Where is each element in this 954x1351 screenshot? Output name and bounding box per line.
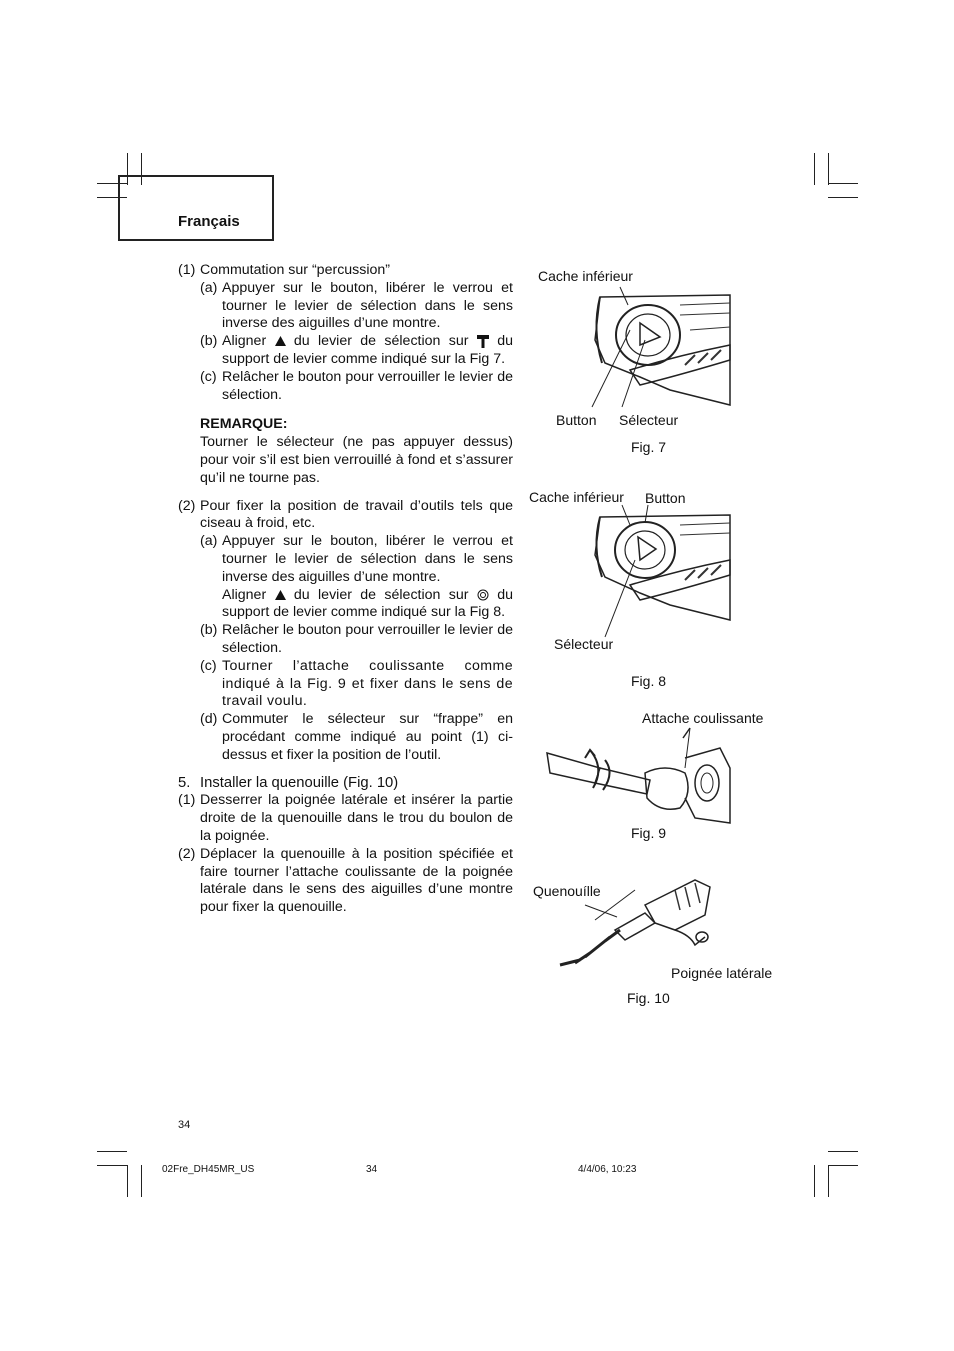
section-1-step-c: (c) Relâcher le bouton pour verrouiller le levier de sélection. <box>200 368 513 403</box>
section-2-step-d: (d) Commuter le sélecteur sur “frappe” en procédant comme indiqué au point (1) ci-dessus et fixer la position de l’outil. <box>200 711 513 763</box>
crop-mark <box>141 1165 142 1197</box>
fig9-drawing <box>545 728 730 823</box>
crop-mark <box>97 1165 127 1166</box>
language-label: Français <box>178 213 240 230</box>
fig7-label-button: Button <box>556 412 597 428</box>
crop-mark <box>97 1151 127 1152</box>
crop-mark <box>828 197 858 198</box>
crop-mark <box>814 153 815 185</box>
crop-mark <box>828 1151 858 1152</box>
crop-mark <box>828 153 829 185</box>
page-number: 34 <box>178 1119 191 1131</box>
section-2-step-b: (b) Relâcher le bouton pour verrouiller le levier de sélection. <box>200 622 513 656</box>
fig7-label-cache: Cache inférieur <box>538 268 633 284</box>
section-2-step-c: (c) Tourner l’attache coulissante comme indiqué à la Fig. 9 et fixer dans le sens de travail voulu. <box>200 657 513 710</box>
fig10-label-poignee: Poignée latérale <box>671 965 773 981</box>
fig7-label-selector: Sélecteur <box>619 412 679 428</box>
fig8-caption: Fig. 8 <box>631 673 667 689</box>
language-tab <box>118 175 274 241</box>
crop-mark <box>828 1165 858 1166</box>
fig8-label-selector: Sélecteur <box>554 636 614 652</box>
slug-page: 34 <box>366 1164 378 1175</box>
fig8-label-button: Button <box>645 490 686 506</box>
fig7-drawing <box>530 285 730 415</box>
fig8-drawing <box>530 505 730 635</box>
section-5-heading: 5. Installer la quenouille (Fig. 10) <box>178 774 399 791</box>
remark-title: REMARQUE: <box>200 416 288 433</box>
slug-file: 02Fre_DH45MR_US <box>162 1164 255 1175</box>
remark-text: Tourner le sélecteur (ne pas appuyer dessus) pour voir s’il est bien verrouillé à fond et s’assurer qu’il ne tourne pas. <box>200 434 513 486</box>
section-1-heading: (1) Commutation sur “percussion” <box>178 262 391 278</box>
section-2-heading: (2) Pour fixer la position de travail d’outils tels que ciseau à froid, etc. <box>178 497 513 532</box>
section-2-step-a: (a) Appuyer sur le bouton, libérer le verrou et tourner le levier de sélection dans le sens inverse des aiguilles d’une montre. Aligner du levier de sélection sur du support de levier comme indiqué sur la Fig 8. <box>200 533 513 621</box>
slug-datetime: 4/4/06, 10:23 <box>578 1164 637 1175</box>
fig7-caption: Fig. 7 <box>631 439 667 455</box>
crop-mark <box>828 183 858 184</box>
fig10-label-quenouille: Quenouílle <box>533 883 601 899</box>
crop-mark <box>127 1165 128 1197</box>
crop-mark <box>814 1165 815 1197</box>
hammer-icon <box>477 335 489 348</box>
section-5-step-2: (2) Déplacer la quenouille à la position spécifiée et faire tourner l’attache coulissante de la poignée latérale dans le sens des aiguilles d’une montre pour fixer la quenouille. <box>178 845 513 916</box>
section-1-step-b: (b) Aligner du levier de sélection sur du support de levier comme indiqué sur la Fig 7. <box>200 333 513 367</box>
section-5-step-1: (1) Desserrer la poignée latérale et insérer la partie droite de la quenouille dans le trou du boulon de la poignée. <box>178 792 513 844</box>
instructions-column <box>178 262 513 917</box>
fig8-label-cache: Cache inférieur <box>529 489 624 505</box>
chisel-mode-icon <box>477 589 489 601</box>
triangle-up-icon <box>275 590 286 600</box>
crop-mark <box>828 1165 829 1197</box>
fig9-label-attache: Attache coulissante <box>642 710 764 726</box>
section-1-step-a: (a) Appuyer sur le bouton, libérer le verrou et tourner le levier de sélection dans le sens inverse des aiguilles d’une montre. <box>200 279 513 332</box>
fig10-drawing <box>555 875 715 975</box>
fig9-caption: Fig. 9 <box>631 825 667 841</box>
triangle-up-icon <box>275 336 286 346</box>
fig10-caption: Fig. 10 <box>627 990 670 1006</box>
